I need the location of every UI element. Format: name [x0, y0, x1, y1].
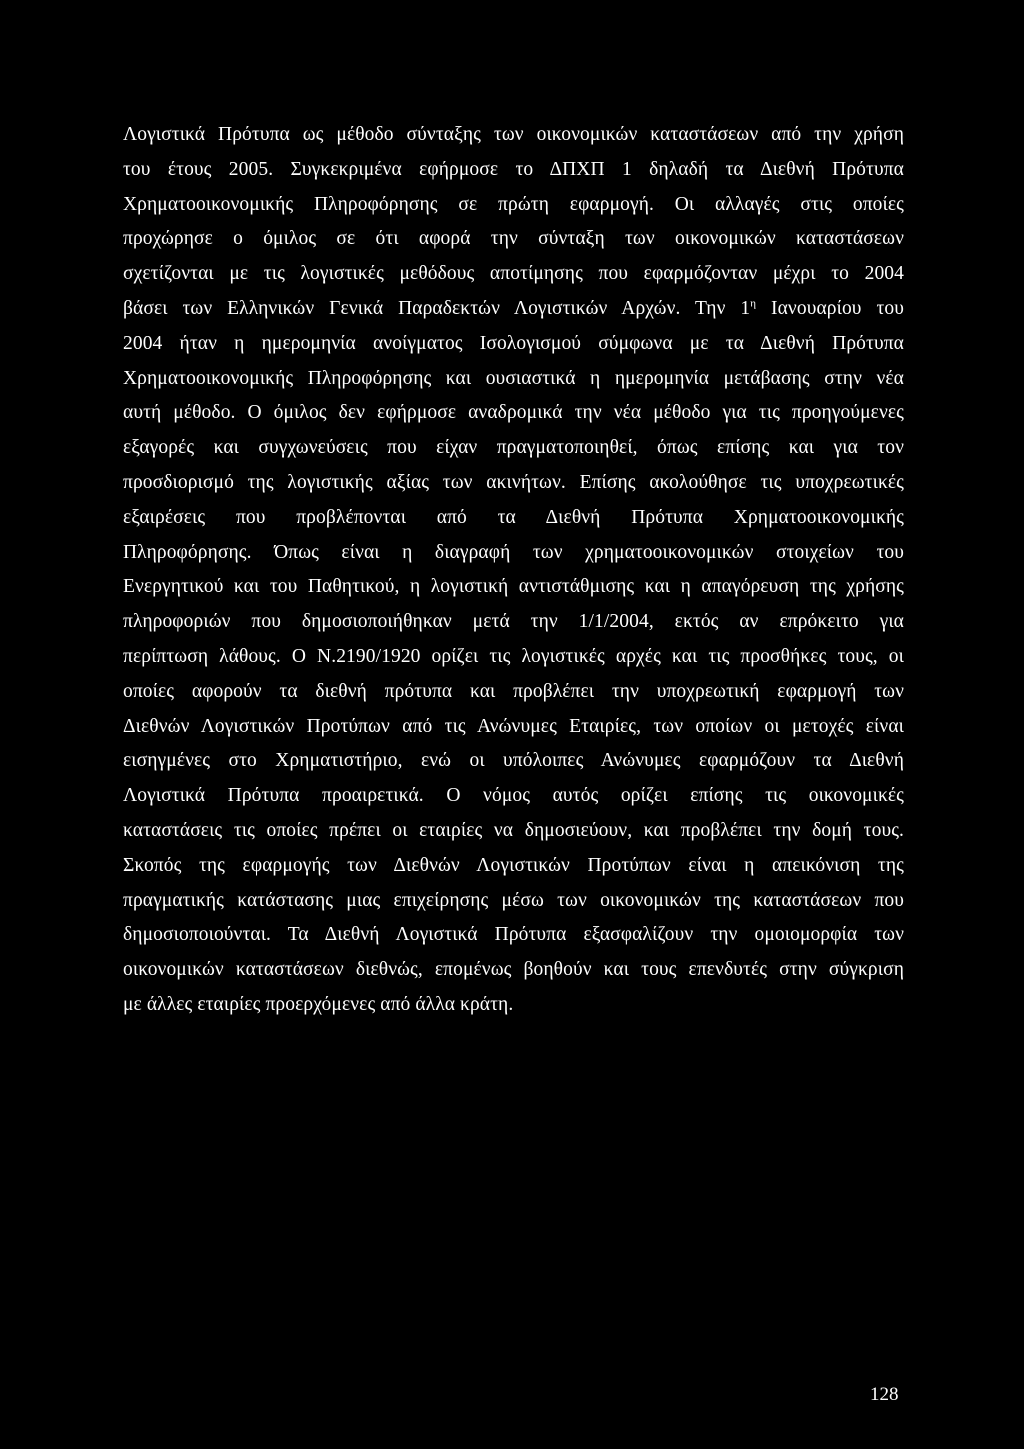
text-line: προχώρησε ο όμιλος σε ότι αφορά την σύνταξη των οικονομικών καταστάσεων	[123, 228, 904, 250]
text-line: Σκοπός της εφαρμογής των Διεθνών Λογιστικών Προτύπων είναι η απεικόνιση της	[123, 854, 904, 876]
text-line: καταστάσεις τις οποίες πρέπει οι εταιρίες να δημοσιεύουν, και προβλέπει την δομή τους.	[123, 819, 904, 841]
text-line: 2004 ήταν η ημερομηνία ανοίγματος Ισολογισμού σύμφωνα με τα Διεθνή Πρότυπα	[123, 332, 904, 354]
text-line: Λογιστικά Πρότυπα προαιρετικά. Ο νόμος αυτός ορίζει επίσης τις οικονομικές	[123, 785, 904, 807]
text-line: εισηγμένες στο Χρηματιστήριο, ενώ οι υπόλοιπες Ανώνυμες εφαρμόζουν τα Διεθνή	[123, 750, 904, 772]
text-line: οικονομικών καταστάσεων διεθνώς, επομένως βοηθούν και τους επενδυτές στην σύγκριση	[123, 959, 904, 981]
text-line: εξαγορές και συγχωνεύσεις που είχαν πραγματοποιηθεί, όπως επίσης και για τον	[123, 437, 904, 459]
text-line: αυτή μέθοδο. Ο όμιλος δεν εφήρμοσε αναδρομικά την νέα μέθοδο για τις προηγούμενες	[123, 402, 904, 424]
text-line-part: βάσει των Ελληνικών Γενικά Παραδεκτών Λογιστικών Αρχών. Την 1	[123, 297, 751, 319]
text-line: περίπτωση λάθους. Ο Ν.2190/1920 ορίζει τις λογιστικές αρχές και τις προσθήκες τους, οι	[123, 645, 904, 667]
text-line: Ενεργητικού και του Παθητικού, η λογιστική αντιστάθμισης και η απαγόρευση της χρήσης	[123, 576, 904, 598]
text-line: πληροφοριών που δημοσιοποιήθηκαν μετά την 1/1/2004, εκτός αν επρόκειτο για	[123, 611, 904, 633]
text-line: οποίες αφορούν τα διεθνή πρότυπα και προβλέπει την υποχρεωτική εφαρμογή των	[123, 680, 904, 702]
text-line-with-superscript	[123, 292, 904, 327]
text-line-part: Ιανουαρίου του	[756, 297, 904, 319]
text-line: δημοσιοποιούνται. Τα Διεθνή Λογιστικά Πρότυπα εξασφαλίζουν την ομοιομορφία των	[123, 924, 904, 946]
text-line: προσδιορισμό της λογιστικής αξίας των ακινήτων. Επίσης ακολούθησε τις υποχρεωτικές	[123, 471, 904, 493]
text-line: Διεθνών Λογιστικών Προτύπων από τις Ανώνυμες Εταιρίες, των οποίων οι μετοχές είναι	[123, 715, 904, 737]
ordinal-superscript: η	[750, 297, 757, 310]
page-number: 128	[870, 1384, 899, 1405]
text-line: εξαιρέσεις που προβλέπονται από τα Διεθνή Πρότυπα Χρηματοοικονομικής	[123, 506, 904, 528]
body-paragraph	[123, 118, 904, 1023]
text-line: Χρηματοοικονομικής Πληροφόρησης και ουσιαστικά η ημερομηνία μετάβασης στην νέα	[123, 367, 904, 389]
text-line: Χρηματοοικονομικής Πληροφόρησης σε πρώτη εφαρμογή. Οι αλλαγές στις οποίες	[123, 193, 904, 215]
text-line: πραγματικής κατάστασης μιας επιχείρησης μέσω των οικονομικών της καταστάσεων που	[123, 889, 904, 911]
text-line: του έτους 2005. Συγκεκριμένα εφήρμοσε το ΔΠΧΠ 1 δηλαδή τα Διεθνή Πρότυπα	[123, 158, 904, 180]
text-line: Πληροφόρησης. Όπως είναι η διαγραφή των χρηματοοικονομικών στοιχείων του	[123, 541, 904, 563]
text-line: Λογιστικά Πρότυπα ως μέθοδο σύνταξης των οικονομικών καταστάσεων από την χρήση	[123, 124, 904, 145]
text-line: σχετίζονται με τις λογιστικές μεθόδους αποτίμησης που εφαρμόζονταν μέχρι το 2004	[123, 263, 904, 285]
text-line: με άλλες εταιρίες προερχόμενες από άλλα κράτη.	[123, 993, 514, 1015]
